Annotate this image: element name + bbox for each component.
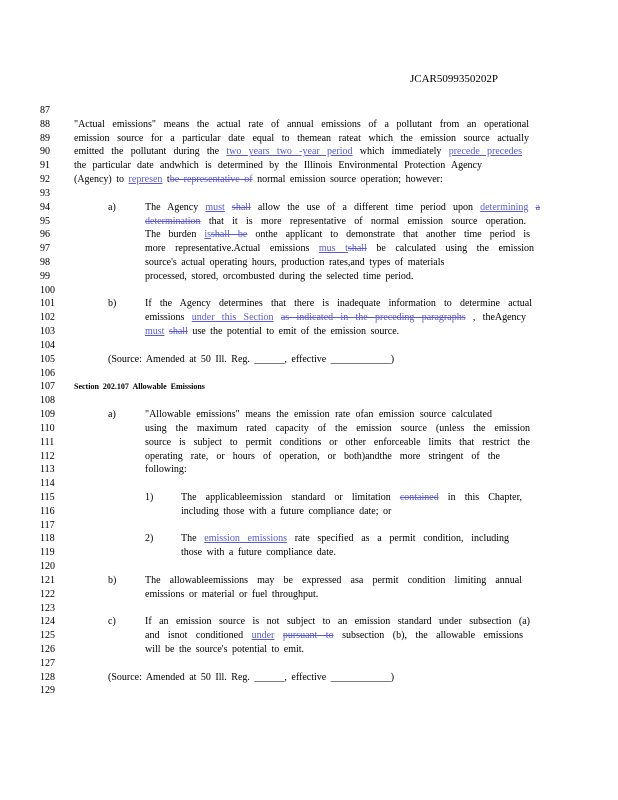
deleted-text: shall [347,243,367,255]
line-number: 119 [40,547,55,559]
text-run [528,202,535,213]
doc-line [0,380,618,393]
line-text [145,615,530,628]
line-text [145,588,318,601]
text-run: using the maximum rated capacity of the emission source (unless the emission [145,422,530,434]
text-run: subsection (b), the allowable emissions [333,630,523,642]
doc-line [0,339,618,352]
text-run: following: [145,464,187,476]
doc-line [0,588,618,601]
inserted-text: mus t [318,243,348,255]
line-number: 113 [40,464,55,476]
inserted-text: two years two -year period [226,146,353,158]
doc-line [0,145,618,158]
doc-line [0,215,618,228]
doc-line [0,132,618,145]
doc-line [0,615,618,628]
doc-line [0,353,618,366]
text-run [274,312,281,323]
list-marker: 2) [145,533,154,545]
doc-line [0,242,618,255]
text-run: source's actual operating hours, production rates,and types of materials [145,257,445,269]
text-run: including those with a future compliance date; or [181,505,392,517]
text-run: in this Chapter, [438,491,523,503]
line-number: 99 [40,270,50,282]
line-number: 129 [40,685,55,697]
line-number: 96 [40,229,50,241]
doc-line [0,201,618,214]
line-number: 117 [40,519,55,531]
line-number: 98 [40,257,50,269]
line-number: 126 [40,643,55,655]
line-text [145,422,530,435]
text-run [274,630,283,641]
deleted-text: as indicated in the preceding paragraphs [280,312,466,324]
line-number: 92 [40,174,50,186]
line-number: 127 [40,657,55,669]
deleted-text: a [535,201,541,213]
text-run: be calculated using the emission [366,243,534,255]
line-text [145,242,534,255]
deleted-text: shall [231,201,251,213]
line-number: 110 [40,422,55,434]
line-number: 124 [40,616,55,628]
line-number: 108 [40,395,55,407]
line-text [145,201,540,214]
line-number: 128 [40,671,55,683]
list-marker: c) [108,616,116,628]
line-number: 120 [40,561,55,573]
doc-line [0,325,618,338]
doc-line [0,311,618,324]
line-number: 102 [40,312,55,324]
text-run: and isnot conditioned [145,630,252,642]
line-text [145,574,522,587]
line-number: 88 [40,118,50,130]
doc-line [0,367,618,380]
line-text [145,463,187,476]
text-run [225,202,232,213]
line-number: 125 [40,630,55,642]
deleted-text: shall [168,326,188,338]
line-number: 90 [40,146,50,158]
line-text [145,297,532,310]
doc-line [0,574,618,587]
text-run: , theAgency [465,312,526,324]
doc-line [0,477,618,490]
text-run: allow the use of a different time period upon [250,201,481,213]
line-text [145,256,444,269]
text-run: If the Agency determines that there is inadequate information to determine actual [145,298,532,310]
line-text [74,173,443,186]
line-text [145,311,526,324]
line-text [145,643,304,656]
inserted-text: must [205,201,225,213]
line-number: 111 [40,436,55,448]
line-number: 100 [40,284,55,296]
doc-line [0,463,618,476]
deleted-text: shall be [211,229,248,241]
line-number: 115 [40,491,55,503]
doc-line [0,187,618,200]
text-run: processed, stored, orcombusted during the selected time period. [145,270,414,282]
text-run: those with a future compliance date. [181,547,336,559]
text-run: will be the source's potential to emit. [145,643,305,655]
deleted-text: pursuant to [282,630,334,642]
line-number: 97 [40,243,50,255]
doc-line [0,684,618,697]
line-number: 103 [40,326,55,338]
line-number: 116 [40,505,55,517]
text-run: Section 202.107 Allowable Emissions [74,382,205,392]
inserted-text: under [251,630,275,642]
text-run: (Source: Amended at 50 Ill. Reg. ______, effective ____________) [108,353,395,365]
inserted-text: emission emissions [204,533,287,545]
text-run: onthe applicant to demonstrate that another time period is [247,229,530,241]
line-number: 91 [40,160,50,172]
list-marker: b) [108,298,117,310]
line-number: 123 [40,602,55,614]
doc-line [0,560,618,573]
doc-line [0,118,618,131]
line-text [145,450,500,463]
document-code: JCAR5099350202P [410,73,499,85]
line-text [108,671,394,684]
line-text [145,228,530,241]
deleted-text: be representative of [169,174,253,186]
text-run: The Agency [145,201,206,213]
text-run: The burden [145,229,205,241]
line-text [108,353,394,366]
text-run: that it is more representative of normal emission source operation. [200,215,526,227]
line-text [74,118,529,131]
line-text [74,159,482,172]
inserted-text: precede precedes [448,146,522,158]
doc-line [0,408,618,421]
text-run: more representative.Actual emissions [145,243,319,255]
text-run: The applicableemission standard or limitation [181,491,400,503]
list-marker: a) [108,409,116,421]
line-number: 112 [40,450,55,462]
line-text [145,436,530,449]
line-number: 106 [40,367,55,379]
doc-line [0,256,618,269]
doc-line [0,104,618,117]
line-number: 109 [40,409,55,421]
line-number: 94 [40,201,50,213]
doc-line [0,671,618,684]
line-number: 101 [40,298,55,310]
text-run: rate specified as a permit condition, including [287,533,510,545]
line-number: 107 [40,381,55,393]
line-number: 118 [40,533,55,545]
doc-line [0,546,618,559]
doc-line [0,228,618,241]
text-run: normal emission source operation; however: [252,174,443,186]
line-number: 114 [40,478,55,490]
doc-line [0,297,618,310]
list-marker: b) [108,574,117,586]
list-marker: 1) [145,491,154,503]
text-run: which immediately [352,146,449,158]
line-text [181,505,391,518]
text-run: (Source: Amended at 50 Ill. Reg. ______, effective ____________) [108,671,395,683]
line-number: 93 [40,187,50,199]
doc-line [0,270,618,283]
doc-line [0,505,618,518]
doc-line [0,532,618,545]
inserted-text: under this Section [191,312,274,324]
deleted-text: contained [399,491,439,503]
doc-line [0,519,618,532]
doc-line [0,450,618,463]
section-heading [74,380,205,393]
doc-line [0,602,618,615]
inserted-text: determining [480,201,529,213]
text-run: t [162,174,170,186]
text-run: "Actual emissions" means the actual rate of annual emissions of a pollutant from an operational [74,118,529,130]
line-text [145,629,523,642]
inserted-text: is [204,229,212,241]
line-number: 122 [40,588,55,600]
text-run: emitted the pollutant during the [74,146,227,158]
line-number: 87 [40,105,50,116]
line-text [74,145,522,158]
doc-line [0,436,618,449]
line-text [145,270,413,283]
line-text [145,408,492,421]
inserted-text: represen [128,174,163,186]
doc-line [0,159,618,172]
inserted-text: must [145,326,165,338]
text-run: "Allowable emissions" means the emission rate ofan emission source calculated [145,409,492,421]
doc-line [0,491,618,504]
doc-line [0,422,618,435]
text-run: use the potential to emit of the emission source. [187,326,400,338]
line-text [181,491,522,504]
line-number: 95 [40,215,50,227]
line-number: 121 [40,574,55,586]
text-run: the particular date andwhich is determined by the Illinois Environmental Protection Agency [74,160,482,172]
line-text [74,132,529,145]
line-text [145,325,399,338]
text-run: (Agency) to [74,174,129,186]
doc-line [0,657,618,670]
list-marker: a) [108,201,116,213]
deleted-text: determination [145,215,201,227]
line-number: 89 [40,132,50,144]
text-run: If an emission source is not subject to an emission standard under subsection (a) [145,616,530,628]
text-run: emission source for a particular date equal to themean rateat which the emission source actually [74,132,529,144]
doc-line [0,629,618,642]
text-run: operating rate, or hours of operation, or both)andthe more stringent of the [145,450,500,462]
doc-line [0,394,618,407]
line-text [145,215,526,228]
text-run: source is subject to permit conditions or other enforceable limits that restrict the [145,436,530,448]
doc-line [0,284,618,297]
text-run: emissions or material or fuel throughput. [145,588,319,600]
text-run: The allowableemissions may be expressed asa permit condition limiting annual [145,574,522,586]
doc-line [0,643,618,656]
line-number: 105 [40,353,55,365]
line-text [181,546,336,559]
text-run: The [181,533,205,545]
text-run: emissions [145,312,192,324]
doc-line [0,173,618,186]
line-number: 104 [40,339,55,351]
line-text [181,532,509,545]
